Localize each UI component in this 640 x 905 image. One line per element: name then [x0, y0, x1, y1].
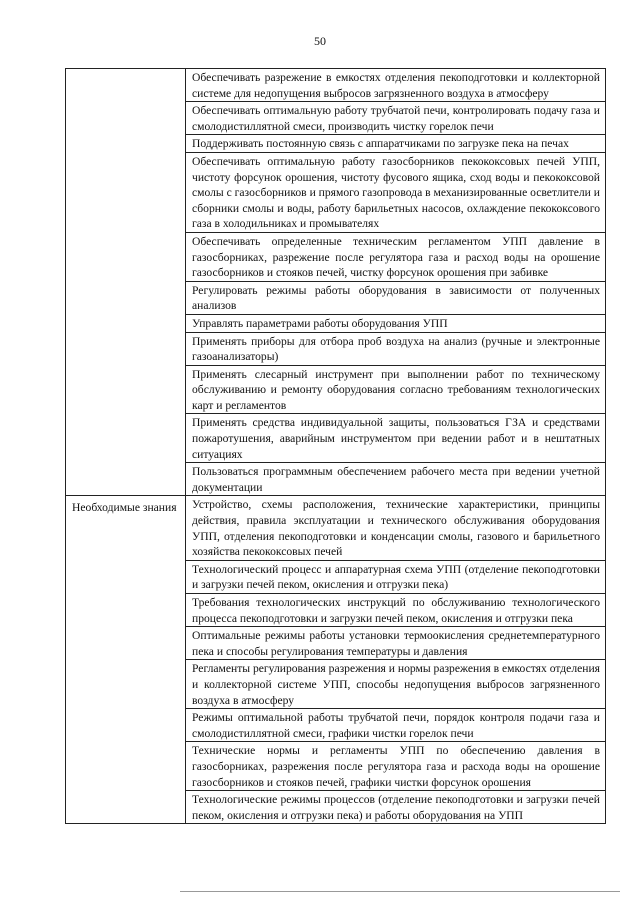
- skill-item: Применять приборы для отбора проб воздуха на анализ (ручные и электронные газоанализаторы): [186, 332, 606, 365]
- knowledge-item: Технологический процесс и аппаратурная схема УПП (отделение пекоподготовки и загрузки печей пеком, окисления и отгрузки пека): [186, 560, 606, 593]
- page-number: 50: [314, 34, 326, 48]
- knowledge-item: Устройство, схемы расположения, технические характеристики, принципы действия, правила эксплуатации и технического обслуживания оборудования УПП, отделения пекоподготовки и конденсации смолы, газового и барильетного хозяйства пекококсовых печей: [186, 496, 606, 560]
- knowledge-item: Регламенты регулирования разрежения и нормы разрежения в емкостях отделения и коллекторной системе УПП, способы недопущения выбросов загрязненного воздуха в атмосферу: [186, 660, 606, 709]
- knowledge-item: Режимы оптимальной работы трубчатой печи, порядок контроля подачи газа и смолодистиллятной смеси, графики чистки горелок печи: [186, 709, 606, 742]
- skill-item: Регулировать режимы работы оборудования в зависимости от полученных анализов: [186, 281, 606, 314]
- section-label-skills: [66, 69, 186, 496]
- skill-item: Пользоваться программным обеспечением рабочего места при ведении учетной документации: [186, 463, 606, 496]
- competency-table: [65, 68, 606, 824]
- knowledge-item: Технологические режимы процессов (отделение пекоподготовки и загрузки печей пеком, окисления и отгрузки пека) и работы оборудования на УПП: [186, 791, 606, 824]
- table-row: [66, 496, 606, 560]
- knowledge-item: Оптимальные режимы работы установки термоокисления среднетемпературного пека и способы регулирования температуры и давления: [186, 627, 606, 660]
- scan-edge-line: [180, 891, 620, 892]
- table-row: [66, 69, 606, 102]
- knowledge-item: Технические нормы и регламенты УПП по обеспечению давления в газосборниках, разрежения после регулятора газа и расхода воды на орошение газосборников и стояков печей, графики чистки форсунок орошения: [186, 742, 606, 791]
- skill-item: Применять средства индивидуальной защиты, пользоваться ГЗА и средствами пожаротушения, аварийным инструментом при ведении работ и в нештатных ситуациях: [186, 414, 606, 463]
- knowledge-item: Требования технологических инструкций по обслуживанию технологического процесса пекоподготовки и загрузки печей пеком, окисления и отгрузки пека: [186, 594, 606, 627]
- skill-item: Обеспечивать разрежение в емкостях отделения пекоподготовки и коллекторной системе для недопущения выбросов загрязненного воздуха в атмосферу: [186, 69, 606, 102]
- skill-item: Обеспечивать оптимальную работу газосборников пекококсовых печей УПП, чистоту форсунок орошения, чистоту фусового ящика, сход воды и пекококсовой смолы с газосборников и прямого газопровода в механизированные осветлители и сборники смолы и воды, работу барильетных насосов, охлаждение пекококсового газа в холодильниках и промывателях: [186, 152, 606, 232]
- skill-item: Поддерживать постоянную связь с аппаратчиками по загрузке пека на печах: [186, 135, 606, 153]
- skill-item: Управлять параметрами работы оборудования УПП: [186, 314, 606, 332]
- section-label-knowledge: Необходимые знания: [66, 496, 186, 824]
- skill-item: Обеспечивать определенные техническим регламентом УПП давление в газосборниках, разрежение после регулятора газа и расход воды на орошение газосборников и стояков печей, чистку форсунок орошения при забивке: [186, 232, 606, 281]
- skill-item: Применять слесарный инструмент при выполнении работ по техническому обслуживанию и ремонту оборудования согласно требованиям технологических карт и регламентов: [186, 365, 606, 414]
- skill-item: Обеспечивать оптимальную работу трубчатой печи, контролировать подачу газа и смолодистиллятной смеси, производить чистку горелок печи: [186, 102, 606, 135]
